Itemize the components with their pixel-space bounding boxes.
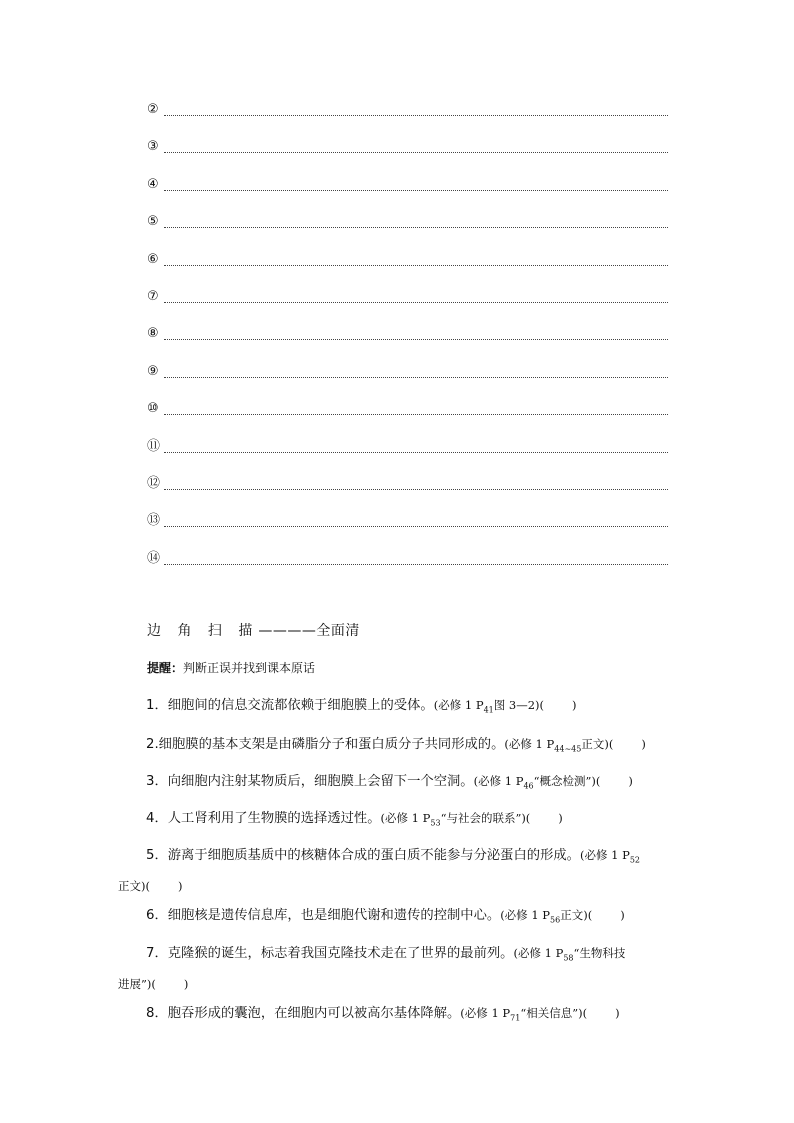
hint-line <box>147 659 315 676</box>
answer-line-row <box>147 360 668 380</box>
item-reference: (必修 1 $P_{41}$图 3—2)( <box>433 698 545 715</box>
answer-line-number: ⑤ <box>147 214 159 230</box>
page-subscript: 46 <box>523 781 534 791</box>
section-title-main: 边 角 扫 描 <box>147 623 259 639</box>
close-paren: ) <box>628 774 633 788</box>
answer-line-number: ② <box>147 102 159 117</box>
answer-line-row <box>147 98 668 118</box>
judgement-item <box>118 731 678 762</box>
close-paren: ) <box>620 908 625 922</box>
answer-line[interactable] <box>164 190 668 191</box>
answer-line[interactable] <box>164 339 668 340</box>
item-text: 8．胞吞形成的囊泡，在细胞内可以被高尔基体降解。 <box>146 1006 461 1021</box>
answer-line-number: ⑭ <box>147 550 161 566</box>
close-paren: ) <box>177 879 183 894</box>
judgement-item <box>118 1000 678 1031</box>
item-reference: (必修 1 $P_{52}$ <box>579 848 641 865</box>
page-subscript: 41 <box>483 705 494 715</box>
item-reference-continued: 正文)( <box>118 879 150 894</box>
judgement-item <box>118 902 678 933</box>
item-text: 5．游离于细胞质基质中的核糖体合成的蛋白质不能参与分泌蛋白的形成。 <box>146 848 580 863</box>
answer-line[interactable] <box>164 265 668 266</box>
item-reference: (必修 1 $P_{56}$正文)( <box>500 908 593 925</box>
answer-line[interactable] <box>164 152 668 153</box>
section-title <box>147 620 360 640</box>
answer-line[interactable] <box>164 377 668 378</box>
section-title-tail: 全面清 <box>316 623 360 639</box>
answer-line-row <box>147 509 668 529</box>
answer-line-number: ④ <box>147 176 159 192</box>
answer-line-number: ⑧ <box>147 326 159 342</box>
page-subscript: 53 <box>430 818 441 828</box>
answer-line-row <box>147 397 668 417</box>
item-reference: (必修 1 $P_{44\sim 45}$正文)( <box>504 737 614 754</box>
page-subscript: 52 <box>629 855 641 865</box>
item-reference: (必修 1 $P_{53}“$与社会的联系”)( <box>380 811 531 828</box>
item-text: 2.细胞膜的基本支架是由磷脂分子和蛋白质分子共同形成的。 <box>146 737 505 752</box>
answer-line[interactable] <box>164 302 668 303</box>
answer-line-row <box>147 135 668 155</box>
answer-line[interactable] <box>164 452 668 453</box>
hint-text: 判断正误并找到课本原话 <box>183 661 316 675</box>
section-title-dash: ———— <box>258 623 317 639</box>
close-paren: ) <box>183 977 189 992</box>
answer-line-row <box>147 472 668 492</box>
answer-line-row <box>147 435 668 455</box>
answer-line-number: ⑪ <box>147 438 161 454</box>
answer-line-row <box>147 285 668 305</box>
close-paren: ) <box>572 698 577 712</box>
item-reference: (必修 1 $P_{46}“$概念检测”)( <box>473 774 601 791</box>
answer-line-number: ⑥ <box>147 251 159 267</box>
judgement-item <box>118 805 678 836</box>
answer-line-row <box>147 210 668 230</box>
item-text: 7．克隆猴的诞生，标志着我国克隆技术走在了世界的最前列。 <box>146 946 514 961</box>
answer-line[interactable] <box>164 489 668 490</box>
answer-line[interactable] <box>164 115 668 116</box>
answer-line-row <box>147 248 668 268</box>
answer-line-number: ⑬ <box>147 513 161 529</box>
answer-line-number: ⑨ <box>147 363 159 379</box>
item-reference: (必修 1 $P_{58}“$生物科技 <box>513 946 626 963</box>
page-subscript: 58 <box>563 953 574 963</box>
hint-label: 提醒： <box>147 661 184 675</box>
judgement-item <box>118 768 678 799</box>
item-reference: (必修 1 $P_{71}“$相关信息”)( <box>460 1006 588 1023</box>
item-text: 6．细胞核是遗传信息库，也是细胞代谢和遗传的控制中心。 <box>146 908 501 923</box>
judgement-item <box>118 692 678 723</box>
answer-line[interactable] <box>164 227 668 228</box>
answer-line[interactable] <box>164 526 668 527</box>
close-paren: ) <box>615 1006 620 1020</box>
item-text: 3．向细胞内注射某物质后，细胞膜上会留下一个空洞。 <box>146 774 474 789</box>
answer-line-number: ⑦ <box>147 289 159 304</box>
answer-line-row <box>147 547 668 567</box>
answer-line[interactable] <box>164 564 668 565</box>
item-text: 4．人工肾利用了生物膜的选择透过性。 <box>146 811 381 826</box>
answer-line-number: ⑫ <box>147 476 161 491</box>
page-subscript: 71 <box>510 1013 521 1023</box>
answer-line-row <box>147 173 668 193</box>
page-subscript: 44~45 <box>554 744 582 754</box>
judgement-item <box>118 842 678 900</box>
answer-line-number: ③ <box>147 139 159 155</box>
close-paren: ) <box>641 737 646 751</box>
judgement-item <box>118 940 678 998</box>
item-reference-continued: 进展”)( <box>118 977 156 992</box>
page-subscript: 56 <box>550 915 561 925</box>
answer-line[interactable] <box>164 414 668 415</box>
answer-line-row <box>147 322 668 342</box>
answer-line-number: ⑩ <box>147 401 159 417</box>
close-paren: ) <box>558 811 563 825</box>
item-text: 1．细胞间的信息交流都依赖于细胞膜上的受体。 <box>146 698 434 713</box>
